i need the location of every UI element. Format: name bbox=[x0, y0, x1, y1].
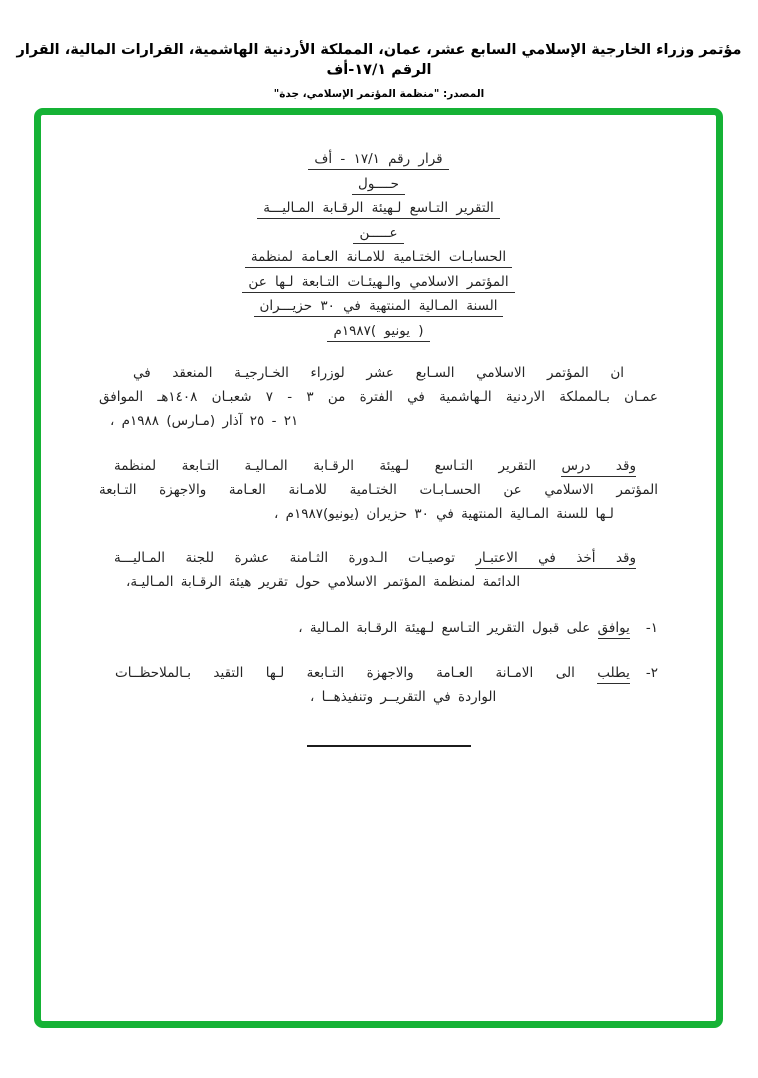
paragraph-line: ان المؤتمر الاسلامي السـابع عشر لوزراء الخـارجيـة المنعقد في bbox=[133, 365, 624, 381]
line-text: التقرير التـاسع لـهيئة الرقـابة المـاليـة التـابعة لمنظمة bbox=[114, 458, 562, 474]
title-line: السنة المـالية المنتهية في ٣٠ حزيـــران bbox=[99, 294, 658, 319]
operative-clause-1 bbox=[99, 616, 658, 640]
scanned-document bbox=[41, 115, 716, 747]
paragraph-line: الدائمة لمنظمة المؤتمر الاسلامي حول تقرير هيئة الرقـابة المـاليـة، bbox=[126, 574, 521, 590]
title-line: الحسابـات الختـامية للامـانة العـامة لمنظمة bbox=[99, 245, 658, 270]
preamble-paragraph-2 bbox=[99, 454, 658, 526]
title-line: عـــــن bbox=[99, 221, 658, 246]
title-line: قرار رقم ١٧/١ - أف bbox=[99, 147, 658, 172]
underlined-lead: وقد درس bbox=[561, 458, 636, 477]
clause-line: الواردة في التقريــر وتنفيذهــا ، bbox=[310, 689, 497, 705]
underlined-lead: وقد أخذ في الاعتبـار bbox=[476, 550, 637, 569]
green-border-frame bbox=[34, 108, 723, 1028]
title-line: ( يونيو )١٩٨٧م bbox=[99, 319, 658, 344]
paragraph-line: ٢١ - ٢٥ آذار (مـارس) ١٩٨٨م ، bbox=[110, 413, 299, 429]
clause-number: ٢- bbox=[645, 665, 658, 681]
title-line: حــــول bbox=[99, 172, 658, 197]
title-line: المؤتمر الاسلامي والـهيئـات التـابعة لـها عن bbox=[99, 270, 658, 295]
paragraph-line bbox=[99, 454, 658, 478]
paragraph-line: عمـان بـالمملكة الاردنية الـهاشمية في الفترة من ٣ - ٧ شعبـان ١٤٠٨هـ الموافق bbox=[99, 389, 658, 405]
title-line: التقرير التـاسع لـهيئة الرقـابة المـاليـــة bbox=[99, 196, 658, 221]
line-text: على قبول التقرير التـاسع لـهيئة الرقـابة المـالية ، bbox=[298, 620, 598, 636]
clause-number: ١- bbox=[645, 620, 658, 636]
line-text: الى الامـانة العـامة والاجهزة التـابعة لـها التقيد بـالملاحظــات bbox=[115, 665, 598, 681]
paragraph-line bbox=[99, 546, 658, 570]
resolution-title-block bbox=[99, 147, 658, 343]
underlined-lead: يطلب bbox=[597, 665, 630, 684]
catalog-header bbox=[0, 0, 758, 100]
clause-line bbox=[99, 616, 658, 640]
underlined-lead: يوافق bbox=[598, 620, 630, 639]
operative-clause-2 bbox=[99, 661, 658, 709]
preamble-paragraph-3 bbox=[99, 546, 658, 594]
line-text: توصيـات الـدورة الثـامنة عشرة للجنة المـاليـــة bbox=[114, 550, 476, 566]
paragraph-line: لـها للسنة المـالية المنتهية في ٣٠ حزيران (يونيو)١٩٨٧م ، bbox=[274, 506, 614, 522]
preamble-paragraph-1 bbox=[99, 361, 658, 433]
end-divider-rule bbox=[307, 745, 471, 747]
clause-line bbox=[99, 661, 658, 685]
header-title: مؤتمر وزراء الخارجية الإسلامي السابع عشر، عمان، المملكة الأردنية الهاشمية، القرارات المالية، القرار الرقم ١٧/١-أف bbox=[16, 42, 742, 78]
paragraph-line: المؤتمر الاسلامي عن الحسـابـات الختـامية للامـانة العـامة والاجهزة التـابعة bbox=[99, 482, 658, 498]
header-source-line: المصدر: "منظمة المؤتمر الإسلامي، جدة" bbox=[273, 88, 485, 100]
